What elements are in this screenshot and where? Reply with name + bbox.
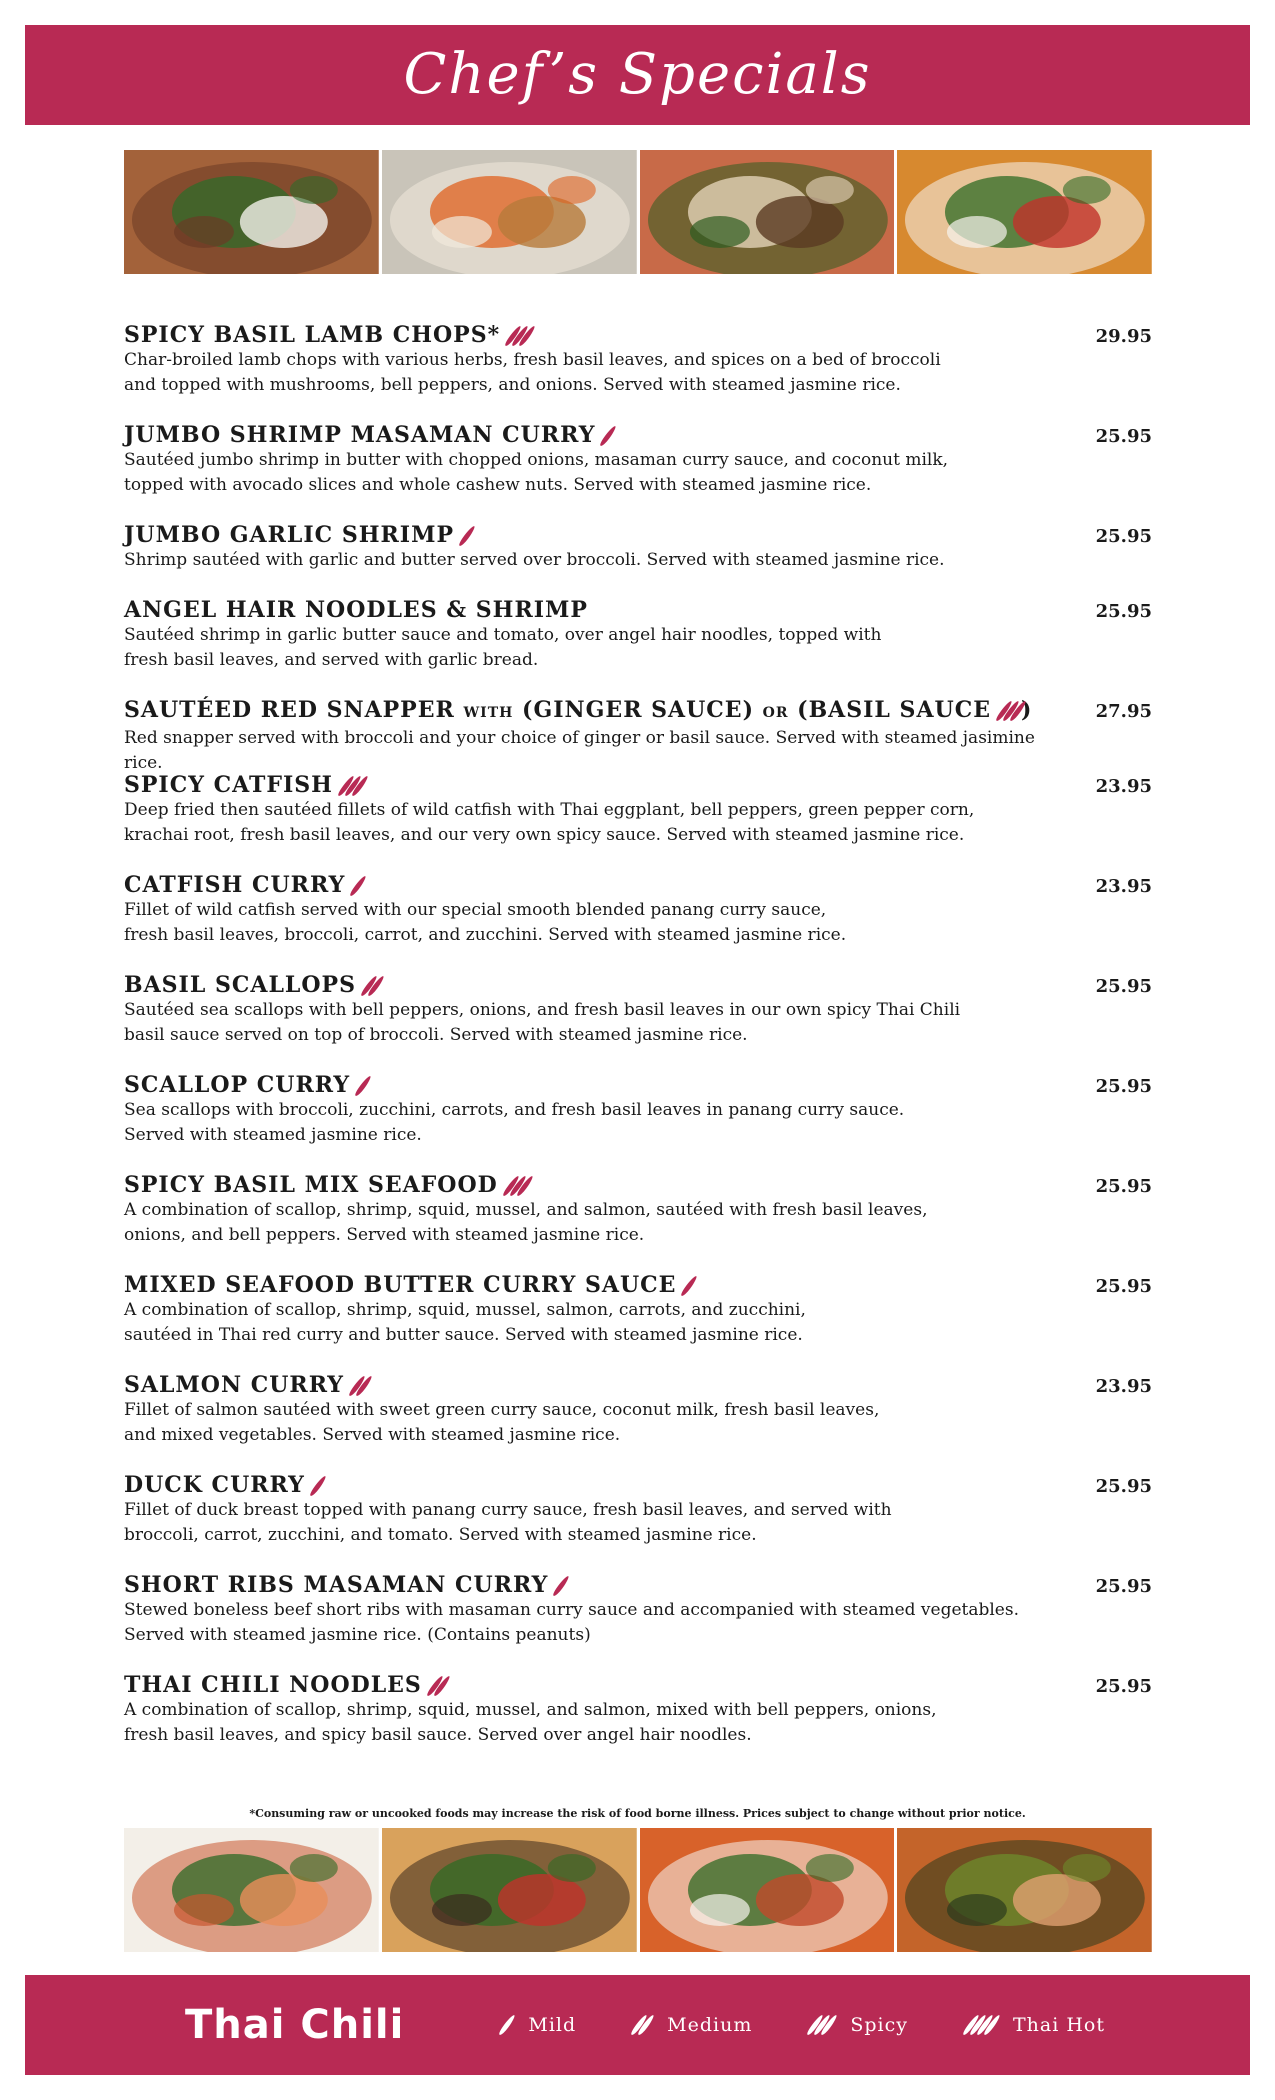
menu-item: [124, 695, 1152, 773]
menu-item-price: 23.95: [1095, 1376, 1152, 1397]
menu-item: [124, 770, 1152, 870]
menu-item-name: JUMBO GARLIC SHRIMP: [124, 522, 454, 548]
menu-item-description: [124, 1698, 1059, 1748]
menu-item: [124, 1570, 1152, 1670]
menu-item-title: [124, 595, 1152, 625]
sauce-option-ginger: (GINGER SAUCE): [522, 697, 754, 723]
description-line: Served with steamed jasmine rice.: [124, 1125, 422, 1145]
photo-row-bottom: [124, 1828, 1152, 1952]
menu-item-title: [124, 870, 1152, 900]
menu-item-title: [124, 695, 1152, 728]
menu-item-price: 23.95: [1095, 776, 1152, 797]
menu-item-name: ANGEL HAIR NOODLES & SHRIMP: [124, 597, 588, 623]
legend-item: [958, 2014, 1105, 2036]
menu-list: [124, 320, 1152, 1770]
spice-level-icon: [432, 1676, 445, 1696]
menu-item-price: 25.95: [1095, 976, 1152, 997]
food-photo: [382, 150, 637, 274]
footer-banner: [25, 1975, 1250, 2075]
menu-item-description: [124, 448, 1059, 498]
legend-item: [802, 2014, 908, 2036]
menu-item-description: [124, 998, 1059, 1048]
menu-item-description: [124, 726, 1059, 776]
menu-item-name: BASIL SCALLOPS: [124, 972, 356, 998]
food-photo: [382, 1828, 637, 1952]
menu-item-title: [124, 1370, 1152, 1400]
legend-label: Thai Hot: [1012, 2014, 1105, 2036]
chili-icon: [812, 2015, 832, 2035]
description-line: Char-broiled lamb chops with various herbs, fresh basil leaves, and spices on a bed of broccoli: [124, 350, 941, 370]
spice-level-icon: [343, 776, 363, 796]
food-photo: [897, 1828, 1152, 1952]
chili-icon: [968, 2015, 995, 2035]
spice-level-icon: [366, 976, 379, 996]
menu-item-description: [124, 623, 1059, 673]
menu-item-description: [124, 1298, 1059, 1348]
menu-item-price: 25.95: [1095, 1676, 1152, 1697]
food-photo: [897, 150, 1152, 274]
legend-item: [494, 2014, 576, 2036]
menu-item-description: [124, 1598, 1059, 1648]
spice-level-icon: [354, 1376, 367, 1396]
page-title: Chef’s Specials: [403, 42, 872, 107]
menu-item-title: [124, 1270, 1152, 1300]
spice-level-icon: [360, 1076, 366, 1096]
menu-item-price: 27.95: [1095, 701, 1152, 722]
menu-item-name: THAI CHILI NOODLES: [124, 1672, 422, 1698]
menu-item-name: SCALLOP CURRY: [124, 1072, 351, 1098]
sauce-or-label: OR: [762, 705, 789, 721]
menu-item: [124, 420, 1152, 520]
menu-item: [124, 1170, 1152, 1270]
menu-item-price: 25.95: [1095, 1276, 1152, 1297]
description-line: A combination of scallop, shrimp, squid, mussel, salmon, carrots, and zucchini,: [124, 1300, 806, 1320]
header-banner: [25, 25, 1250, 125]
food-photo: [124, 150, 379, 274]
description-line: broccoli, carrot, zucchini, and tomato. Served with steamed jasmine rice.: [124, 1525, 757, 1545]
description-line: Deep fried then sautéed fillets of wild catfish with Thai eggplant, bell peppers, green pepper corn,: [124, 800, 975, 820]
menu-item-title: [124, 770, 1152, 800]
sauce-option-basil: (BASIL SAUCE: [797, 697, 991, 723]
menu-item-description: [124, 1398, 1059, 1448]
menu-item-description: [124, 548, 1059, 573]
spice-level-icon: [315, 1476, 321, 1496]
description-line: onions, and bell peppers. Served with steamed jasmine rice.: [124, 1225, 645, 1245]
menu-item: [124, 1370, 1152, 1470]
menu-item: [124, 520, 1152, 595]
menu-item-title: [124, 970, 1152, 1000]
menu-item: [124, 1670, 1152, 1770]
thai-chili-logo: Thai Chili: [185, 2002, 405, 2048]
menu-item: [124, 1470, 1152, 1570]
menu-item: [124, 970, 1152, 1070]
description-line: Fillet of salmon sautéed with sweet green curry sauce, coconut milk, fresh basil leaves,: [124, 1400, 880, 1420]
menu-item-description: [124, 1498, 1059, 1548]
description-line: Red snapper served with broccoli and your choice of ginger or basil sauce. Served with steamed jasimine rice.: [124, 728, 1035, 773]
description-line: Sautéed shrimp in garlic butter sauce and tomato, over angel hair noodles, topped with: [124, 625, 882, 645]
description-line: Sea scallops with broccoli, zucchini, carrots, and fresh basil leaves in panang curry sauce.: [124, 1100, 905, 1120]
menu-item-name: SPICY BASIL LAMB CHOPS*: [124, 322, 501, 348]
food-photo: [124, 1828, 379, 1952]
menu-item-name: CATFISH CURRY: [124, 872, 346, 898]
menu-item-price: 25.95: [1095, 1076, 1152, 1097]
description-line: Shrimp sautéed with garlic and butter served over broccoli. Served with steamed jasmine rice.: [124, 550, 945, 570]
description-line: fresh basil leaves, and served with garlic bread.: [124, 650, 539, 670]
chili-icon: [504, 2015, 510, 2035]
menu-item-title: [124, 1070, 1152, 1100]
description-line: Sautéed sea scallops with bell peppers, onions, and fresh basil leaves in our own spicy Thai Chili: [124, 1000, 961, 1020]
description-line: sautéed in Thai red curry and butter sauce. Served with steamed jasmine rice.: [124, 1325, 803, 1345]
description-line: Fillet of duck breast topped with panang curry sauce, fresh basil leaves, and served with: [124, 1500, 892, 1520]
description-line: krachai root, fresh basil leaves, and our very own spicy sauce. Served with steamed jasmine rice.: [124, 825, 965, 845]
spice-level-icon: [355, 876, 361, 896]
menu-item-description: [124, 1198, 1059, 1248]
legend-label: Spicy: [850, 2014, 908, 2036]
menu-item-title: [124, 320, 1152, 350]
menu-item-name: SALMON CURRY: [124, 1372, 345, 1398]
sauce-with-label: WITH: [463, 705, 514, 721]
spice-level-icon: [558, 1576, 564, 1596]
menu-item-price: 25.95: [1095, 526, 1152, 547]
menu-item-name: SPICY BASIL MIX SEAFOOD: [124, 1172, 498, 1198]
spice-level-icon: [605, 426, 611, 446]
menu-item: [124, 1070, 1152, 1170]
disclaimer-footnote: *Consuming raw or uncooked foods may increase the risk of food borne illness. Prices subject to change without prior notice.: [249, 1807, 1026, 1820]
chili-icon: [636, 2015, 649, 2035]
menu-item-title: [124, 1470, 1152, 1500]
description-line: and topped with mushrooms, bell peppers, and onions. Served with steamed jasmine rice.: [124, 375, 901, 395]
description-line: basil sauce served on top of broccoli. Served with steamed jasmine rice.: [124, 1025, 748, 1045]
description-line: fresh basil leaves, and spicy basil sauce. Served over angel hair noodles.: [124, 1725, 752, 1745]
description-line: Sautéed jumbo shrimp in butter with chopped onions, masaman curry sauce, and coconut milk,: [124, 450, 949, 470]
menu-item: [124, 870, 1152, 970]
menu-item-title: [124, 1670, 1152, 1700]
description-line: Served with steamed jasmine rice. (Contains peanuts): [124, 1625, 591, 1645]
menu-item-price: 25.95: [1095, 1176, 1152, 1197]
menu-item-name: SPICY CATFISH: [124, 772, 333, 798]
menu-item-description: [124, 348, 1059, 398]
spice-legend: [444, 2014, 1105, 2036]
menu-item-price: 29.95: [1095, 326, 1152, 347]
spice-level-icon: [464, 526, 470, 546]
legend-label: Medium: [667, 2014, 753, 2036]
menu-item-title: [124, 1570, 1152, 1600]
menu-item-title: [124, 420, 1152, 450]
spice-level-icon: [686, 1276, 692, 1296]
legend-item: [626, 2014, 752, 2036]
sauce-option-close: ): [1020, 697, 1033, 723]
menu-item-name: DUCK CURRY: [124, 1472, 305, 1498]
food-photo: [640, 1828, 895, 1952]
menu-item: [124, 320, 1152, 420]
menu-item-price: 25.95: [1095, 1476, 1152, 1497]
menu-item: [124, 595, 1152, 695]
menu-item-name: MIXED SEAFOOD BUTTER CURRY SAUCE: [124, 1272, 677, 1298]
spice-level-icon: [1001, 701, 1021, 721]
spice-level-icon: [508, 1176, 528, 1196]
menu-item-title: [124, 520, 1152, 550]
menu-item-name: JUMBO SHRIMP MASAMAN CURRY: [124, 422, 596, 448]
description-line: A combination of scallop, shrimp, squid, mussel, and salmon, mixed with bell peppers, onions,: [124, 1700, 937, 1720]
food-photo: [640, 150, 895, 274]
legend-label: Mild: [528, 2014, 577, 2036]
menu-item-description: [124, 798, 1059, 848]
photo-row-top: [124, 150, 1152, 274]
description-line: and mixed vegetables. Served with steamed jasmine rice.: [124, 1425, 621, 1445]
menu-item: [124, 1270, 1152, 1370]
menu-item-price: 25.95: [1095, 1576, 1152, 1597]
menu-item-price: 25.95: [1095, 601, 1152, 622]
menu-item-name: SHORT RIBS MASAMAN CURRY: [124, 1572, 549, 1598]
menu-item-name: SAUTÉED RED SNAPPER: [124, 697, 455, 723]
description-line: Fillet of wild catfish served with our special smooth blended panang curry sauce,: [124, 900, 827, 920]
description-line: Stewed boneless beef short ribs with masaman curry sauce and accompanied with steamed vegetables.: [124, 1600, 1019, 1620]
menu-item-price: 25.95: [1095, 426, 1152, 447]
description-line: topped with avocado slices and whole cashew nuts. Served with steamed jasmine rice.: [124, 475, 872, 495]
menu-item-title: [124, 1170, 1152, 1200]
menu-item-description: [124, 898, 1059, 948]
menu-item-price: 23.95: [1095, 876, 1152, 897]
description-line: A combination of scallop, shrimp, squid, mussel, and salmon, sautéed with fresh basil leaves,: [124, 1200, 928, 1220]
spice-level-icon: [510, 326, 530, 346]
menu-item-description: [124, 1098, 1059, 1148]
description-line: fresh basil leaves, broccoli, carrot, and zucchini. Served with steamed jasmine rice.: [124, 925, 847, 945]
